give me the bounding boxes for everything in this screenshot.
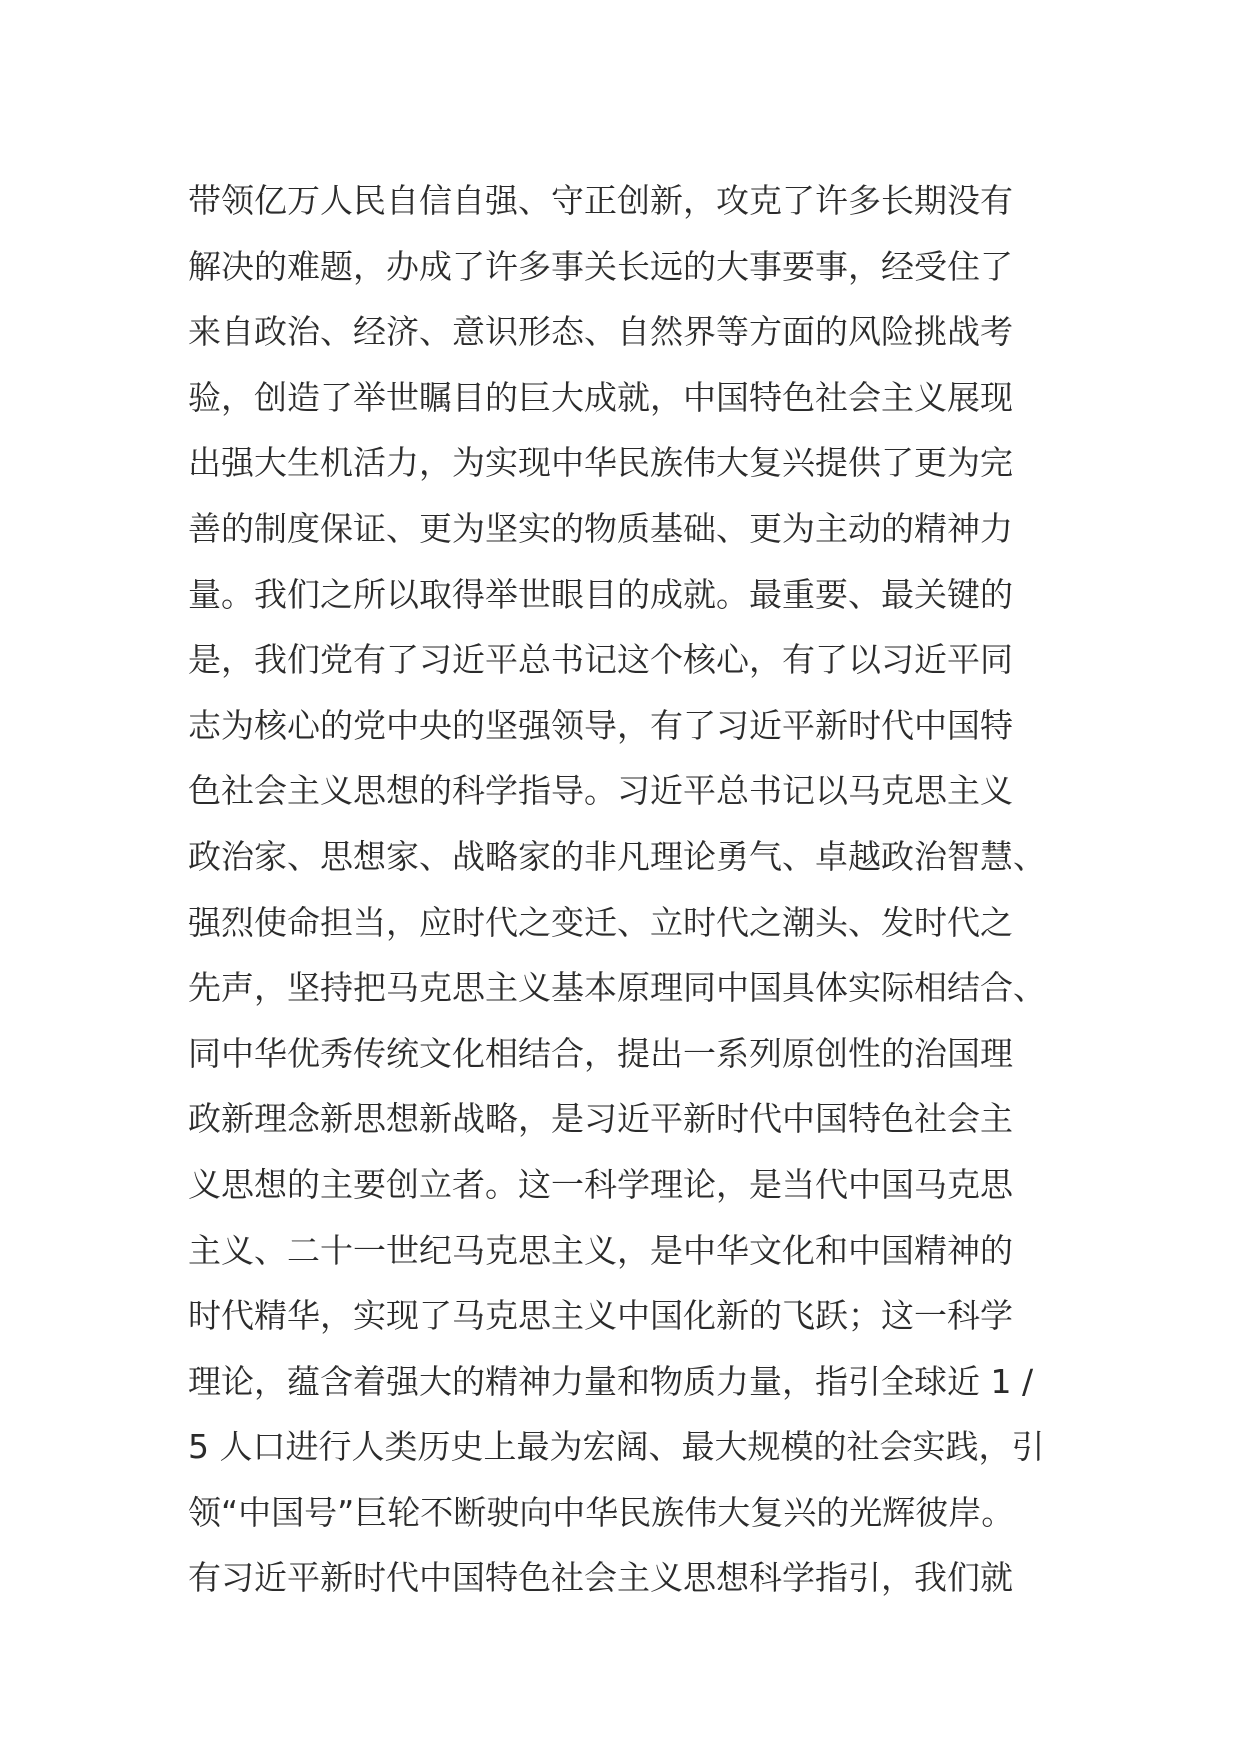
text-line: 政治家、思想家、战略家的非凡理论勇气、卓越政治智慧、	[188, 836, 1046, 876]
text-line: 义思想的主要创立者。这一科学理论，是当代中国马克思	[188, 1164, 1013, 1204]
text-line: 来自政治、经济、意识形态、自然界等方面的风险挑战考	[188, 312, 1013, 352]
text-line: 先声，坚持把马克思主义基本原理同中国具体实际相结合、	[188, 968, 1046, 1008]
body-paragraph	[188, 168, 1088, 1611]
text-line: 主义、二十一世纪马克思主义，是中华文化和中国精神的	[188, 1230, 1013, 1270]
text-line: 解决的难题，办成了许多事关长远的大事要事，经受住了	[188, 246, 1013, 286]
text-line: 领“中国号”巨轮不断驶向中华民族伟大复兴的光辉彼岸。	[188, 1492, 1015, 1532]
text-line: 善的制度保证、更为坚实的物质基础、更为主动的精神力	[188, 508, 1013, 548]
text-line: 强烈使命担当，应时代之变迁、立时代之潮头、发时代之	[188, 902, 1013, 942]
text-line: 政新理念新思想新战略，是习近平新时代中国特色社会主	[188, 1099, 1013, 1139]
text-line: 5 人口进行人类历史上最为宏阔、最大规模的社会实践，引	[188, 1427, 1045, 1467]
text-line: 有习近平新时代中国特色社会主义思想科学指引，我们就	[188, 1558, 1013, 1598]
text-line: 同中华优秀传统文化相结合，提出一系列原创性的治国理	[188, 1033, 1013, 1073]
text-line: 验，创造了举世瞩目的巨大成就，中国特色社会主义展现	[188, 377, 1013, 417]
text-line: 理论，蕴含着强大的精神力量和物质力量，指引全球近 1 /	[188, 1361, 1034, 1401]
text-line: 是，我们党有了习近平总书记这个核心，有了以习近平同	[188, 640, 1013, 680]
text-line: 色社会主义思想的科学指导。习近平总书记以马克思主义	[188, 771, 1013, 811]
text-line: 量。我们之所以取得举世眼目的成就。最重要、最关键的	[188, 574, 1013, 614]
text-line: 时代精华，实现了马克思主义中国化新的飞跃；这一科学	[188, 1296, 1013, 1336]
text-line: 带领亿万人民自信自强、守正创新，攻克了许多长期没有	[188, 181, 1013, 220]
text-line: 出强大生机活力，为实现中华民族伟大复兴提供了更为完	[188, 443, 1013, 483]
text-line: 志为核心的党中央的坚强领导，有了习近平新时代中国特	[188, 705, 1013, 745]
